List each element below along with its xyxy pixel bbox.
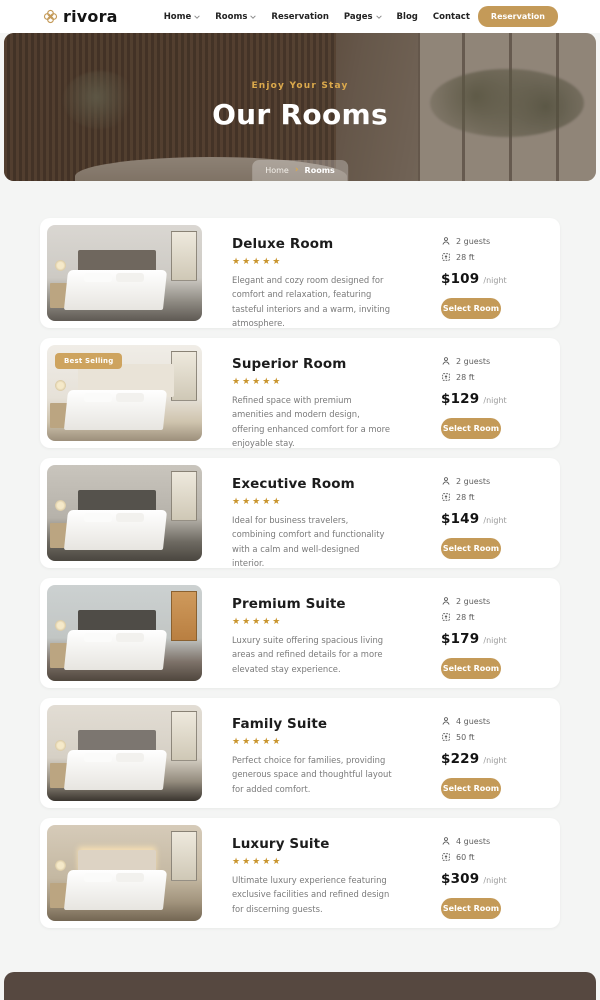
room-card [40, 578, 560, 688]
room-title[interactable]: Premium Suite [232, 596, 346, 612]
nav-item-blog[interactable] [397, 12, 418, 22]
chevron-down-icon [376, 15, 382, 19]
photo-pillow [84, 633, 112, 642]
star-rating: ★★★★★ [232, 617, 283, 627]
breadcrumb-separator-icon: › [294, 165, 299, 175]
brand-name: rivora [63, 7, 118, 26]
nav-item-label: Rooms [215, 11, 248, 22]
area-value: 28 ft [456, 612, 475, 622]
room-side-panel [441, 225, 549, 321]
room-description: Perfect choice for families, providing generous space and thoughtful layout for added comfort. [232, 755, 392, 794]
photo-lamp [55, 740, 66, 751]
price-value: $129 [441, 391, 480, 407]
nav-item-home[interactable] [164, 12, 201, 22]
photo-window [171, 351, 197, 401]
photo-lamp [55, 260, 66, 271]
room-photo[interactable] [47, 465, 202, 561]
footer [4, 972, 596, 1000]
room-description: Refined space with premium amenities and modern design, offering enhanced comfort for a more enjoyable stay. [232, 395, 391, 449]
photo-window [171, 471, 197, 521]
star-rating: ★★★★★ [232, 377, 283, 387]
photo-pillow [84, 393, 112, 402]
nav-item-label: Reservation [271, 11, 329, 22]
room-size-icon [441, 852, 451, 862]
select-room-button[interactable]: Select Room [441, 778, 501, 799]
best-selling-badge: Best Selling [55, 353, 122, 369]
photo-window [171, 711, 197, 761]
room-card [40, 338, 560, 448]
price-row [441, 271, 507, 287]
chevron-down-icon [194, 15, 200, 19]
price-value: $229 [441, 751, 480, 767]
area-row [441, 252, 475, 262]
nav-item-label: Home [163, 11, 192, 22]
guests-value: 2 guests [456, 476, 491, 486]
header [0, 0, 600, 33]
guests-row [441, 836, 490, 846]
area-value: 50 ft [456, 732, 475, 742]
select-room-button[interactable]: Select Room [441, 298, 501, 319]
price-value: $309 [441, 871, 480, 887]
photo-pillow [84, 753, 112, 762]
star-rating: ★★★★★ [232, 737, 283, 747]
select-room-button[interactable]: Select Room [441, 538, 501, 559]
room-side-panel [441, 825, 549, 921]
area-value: 28 ft [456, 252, 475, 262]
price-row [441, 751, 507, 767]
nav-item-label: Contact [432, 11, 470, 22]
room-size-icon [441, 372, 451, 382]
guest-icon [441, 236, 451, 246]
price-row [441, 871, 507, 887]
price-suffix: /night [483, 516, 507, 525]
room-info [232, 345, 394, 449]
guests-value: 2 guests [456, 596, 491, 606]
area-row [441, 612, 475, 622]
select-room-button[interactable]: Select Room [441, 418, 501, 439]
guest-icon [441, 716, 451, 726]
room-size-icon [441, 732, 451, 742]
photo-bed [63, 630, 166, 670]
room-description: Luxury suite offering spacious living areas and refined details for a more elevated stay experience. [232, 635, 384, 674]
room-card [40, 818, 560, 928]
area-row [441, 732, 475, 742]
breadcrumb-home-link[interactable]: Home [265, 166, 289, 175]
photo-window [171, 591, 197, 641]
guest-icon [441, 836, 451, 846]
room-title[interactable]: Family Suite [232, 716, 328, 732]
photo-bed [63, 390, 166, 430]
guests-value: 2 guests [456, 356, 491, 366]
rosette-logo-icon [42, 8, 59, 25]
room-side-panel [441, 705, 549, 801]
room-info [232, 705, 394, 801]
photo-pillow [84, 273, 112, 282]
room-info [232, 825, 394, 921]
photo-bed [63, 870, 166, 910]
reservation-button[interactable]: Reservation [478, 6, 558, 27]
guests-row [441, 356, 490, 366]
room-title[interactable]: Superior Room [232, 356, 347, 372]
area-value: 28 ft [456, 372, 475, 382]
price-suffix: /night [483, 636, 507, 645]
guests-value: 4 guests [456, 716, 491, 726]
price-suffix: /night [483, 756, 507, 765]
room-photo[interactable] [47, 585, 202, 681]
room-description: Ideal for business travelers, combining comfort and functionality with a calm and well-designed interior. [232, 515, 385, 569]
hero-banner [4, 33, 596, 181]
chevron-down-icon [250, 15, 256, 19]
room-photo[interactable] [47, 345, 202, 441]
photo-lamp [55, 380, 66, 391]
hero-tagline: Enjoy Your Stay [251, 81, 349, 91]
room-description: Ultimate luxury experience featuring exclusive facilities and refined design for discerning guests. [232, 875, 390, 914]
photo-bed [63, 750, 166, 790]
room-side-panel [441, 585, 549, 681]
room-side-panel [441, 465, 549, 561]
nav-item-pages[interactable] [344, 12, 382, 22]
price-suffix: /night [483, 396, 507, 405]
area-value: 60 ft [456, 852, 475, 862]
guest-icon [441, 356, 451, 366]
star-rating: ★★★★★ [232, 257, 283, 267]
price-value: $149 [441, 511, 480, 527]
room-photo[interactable] [47, 825, 202, 921]
brand-logo[interactable] [42, 7, 118, 26]
room-card [40, 218, 560, 328]
price-suffix: /night [483, 276, 507, 285]
area-row [441, 372, 475, 382]
price-row [441, 631, 507, 647]
room-side-panel [441, 345, 549, 441]
room-size-icon [441, 252, 451, 262]
main-nav [164, 12, 470, 22]
nav-item-contact[interactable] [433, 12, 470, 22]
rooms-list [0, 181, 600, 972]
price-row [441, 511, 507, 527]
price-value: $109 [441, 271, 480, 287]
room-title[interactable]: Deluxe Room [232, 236, 334, 252]
star-rating: ★★★★★ [232, 497, 283, 507]
select-room-button[interactable]: Select Room [441, 898, 501, 919]
photo-lamp [55, 620, 66, 631]
guests-row [441, 236, 490, 246]
room-size-icon [441, 492, 451, 502]
room-photo[interactable] [47, 225, 202, 321]
nav-item-label: Pages [343, 11, 373, 22]
photo-window [171, 831, 197, 881]
guests-row [441, 716, 490, 726]
room-info [232, 225, 394, 329]
guests-value: 4 guests [456, 836, 491, 846]
price-suffix: /night [483, 876, 507, 885]
room-title[interactable]: Luxury Suite [232, 836, 330, 852]
photo-lamp [55, 500, 66, 511]
nav-item-rooms[interactable] [215, 12, 256, 22]
room-card [40, 698, 560, 808]
room-description: Elegant and cozy room designed for comfort and relaxation, featuring tasteful interiors and a warm, inviting atmosphere. [232, 275, 391, 329]
photo-window [171, 231, 197, 281]
nav-item-reservation[interactable] [271, 12, 328, 22]
room-info [232, 465, 394, 569]
nav-item-label: Blog [396, 11, 418, 22]
area-row [441, 852, 475, 862]
room-title[interactable]: Executive Room [232, 476, 355, 492]
select-room-button[interactable]: Select Room [441, 658, 501, 679]
area-value: 28 ft [456, 492, 475, 502]
guests-row [441, 476, 490, 486]
guests-value: 2 guests [456, 236, 491, 246]
guest-icon [441, 596, 451, 606]
photo-bed [63, 510, 166, 550]
room-size-icon [441, 612, 451, 622]
breadcrumb [252, 160, 348, 181]
room-card [40, 458, 560, 568]
hero-content [4, 33, 596, 181]
area-row [441, 492, 475, 502]
photo-pillow [84, 873, 112, 882]
page-title: Our Rooms [212, 98, 388, 131]
price-value: $179 [441, 631, 480, 647]
room-photo[interactable] [47, 705, 202, 801]
guest-icon [441, 476, 451, 486]
star-rating: ★★★★★ [232, 857, 283, 867]
breadcrumb-current: Rooms [304, 166, 335, 175]
photo-lamp [55, 860, 66, 871]
guests-row [441, 596, 490, 606]
price-row [441, 391, 507, 407]
photo-bed [63, 270, 166, 310]
room-info [232, 585, 394, 681]
photo-pillow [84, 513, 112, 522]
